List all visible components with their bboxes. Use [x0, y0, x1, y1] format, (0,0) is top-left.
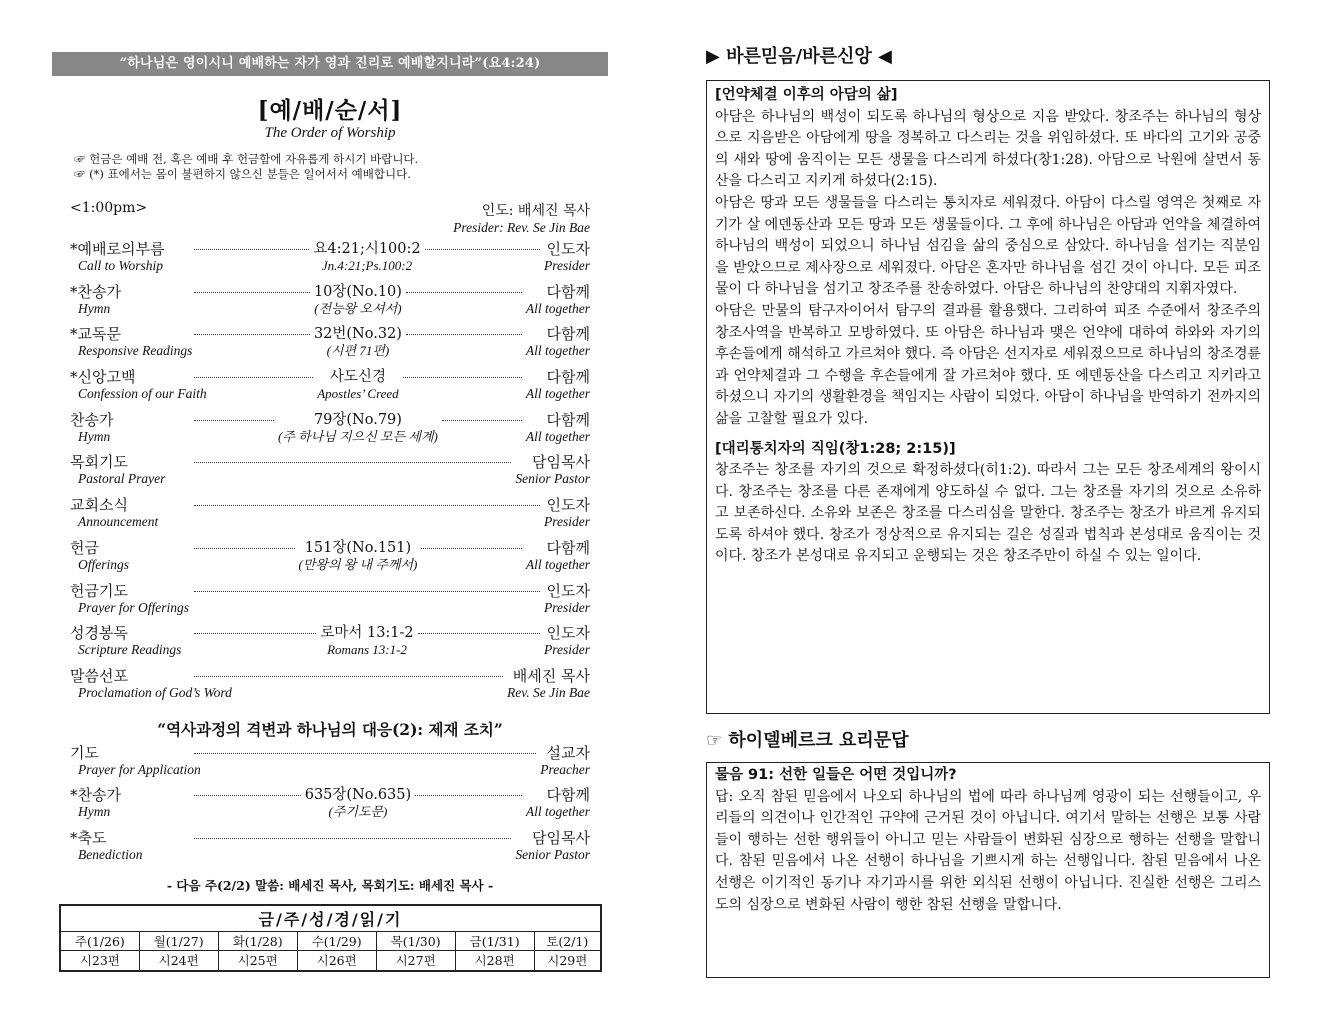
worship-item	[52, 667, 608, 710]
service-time-row	[52, 200, 608, 220]
bible-reading-cell: 시28편	[455, 951, 534, 970]
dotted-leader	[406, 283, 522, 293]
item-reference-korean: 로마서 13:1-2	[320, 625, 414, 642]
item-leader-korean: 인도자	[546, 581, 590, 600]
item-reference-sub: (주기도문)	[328, 804, 388, 820]
item-reference	[317, 368, 398, 401]
item-name-korean: *찬송가	[70, 786, 121, 805]
item-leader-korean: 인도자	[546, 240, 590, 258]
sermon-title: “역사과정의 격변과 하나님의 대응(2): 제재 조치”	[157, 719, 503, 739]
item-name	[70, 624, 190, 657]
item-name-english: Scripture Readings	[78, 642, 182, 658]
dotted-leader	[418, 624, 540, 634]
dotted-leader	[425, 240, 540, 250]
item-name-english: Responsive Readings	[78, 343, 193, 359]
item-reference	[314, 283, 402, 316]
item-leader-korean: 인도자	[546, 624, 590, 643]
post-sermon-items	[52, 744, 608, 872]
item-detail	[190, 240, 544, 273]
item-reference-korean: 사도신경	[329, 369, 386, 386]
worship-item	[52, 624, 608, 667]
worship-item	[52, 411, 608, 454]
item-leader-english: Senior Pastor	[515, 846, 590, 862]
bible-reading-cell: 시26편	[297, 951, 376, 970]
item-name	[70, 283, 190, 316]
worship-item	[52, 325, 608, 368]
item-detail	[190, 283, 526, 316]
item-name-english: Benediction	[78, 846, 143, 862]
item-name-korean: *교독문	[70, 325, 121, 344]
worship-item	[52, 496, 608, 539]
item-detail	[190, 582, 544, 592]
worship-item	[52, 453, 608, 496]
article-paragraph: 아담은 하나님의 백성이 되도록 하나님의 형상으로 지음 받았다. 창조주는 하나님의 형상으로 지음받은 아담에게 땅을 정복하고 다스리는 것을 위임하셨다. 또 바다의 고기와 공중의 새와 땅에 움직이는 모든 생물을 다스리게 하셨다(창1:28). 아담으로 낙원에 살면서 동산을 다스리고 지키게 하셨다(2:15).	[715, 108, 1261, 190]
item-reference-sub: Apostles’ Creed	[317, 386, 399, 402]
bible-day-cell: 월(1/27)	[139, 932, 218, 951]
dotted-leader	[194, 786, 301, 796]
item-leader-korean: 담임목사	[532, 828, 590, 847]
item-leader-korean: 담임목사	[532, 453, 590, 472]
next-week-notice: - 다음 주(2/2) 말씀: 배세진 목사, 목회기도: 배세진 목사 -	[166, 877, 494, 893]
item-leader	[526, 411, 590, 444]
readings-row	[61, 951, 600, 970]
presider-english: Presider: Rev. Se Jin Bae	[453, 220, 590, 235]
item-detail	[190, 829, 515, 839]
item-leader	[515, 453, 590, 486]
item-reference-sub: (만왕의 왕 내 주께서)	[298, 556, 418, 572]
bible-reading-cell: 시23편	[61, 951, 139, 970]
item-leader-korean: 배세진 목사	[512, 666, 590, 685]
item-leader-korean: 다함께	[546, 410, 590, 429]
dotted-leader	[194, 240, 309, 250]
bible-day-cell: 금(1/31)	[455, 932, 534, 951]
item-leader-korean: 인도자	[546, 496, 590, 515]
item-leader-english: Presider	[544, 514, 590, 530]
article-heading-adam-life: [언약체결 이후의 아담의 삶]	[715, 87, 898, 103]
item-name-korean: 헌금	[70, 538, 99, 557]
item-leader	[544, 582, 590, 615]
item-leader-english: Presider	[544, 599, 590, 615]
item-name-english: Hymn	[78, 428, 111, 444]
bible-reading-cell: 시25편	[218, 951, 297, 970]
item-leader	[526, 325, 590, 358]
worship-item	[52, 539, 608, 582]
worship-item	[52, 744, 608, 787]
right-faith-box	[706, 80, 1270, 714]
dotted-leader	[194, 453, 511, 463]
note-standing: ☞ (*) 표에서는 몸이 불편하지 않으신 분들은 일어서서 예배합니다.	[74, 167, 411, 181]
dotted-leader	[194, 283, 310, 293]
item-reference	[299, 539, 418, 572]
item-name-korean: 교회소식	[70, 496, 128, 515]
item-name	[70, 582, 190, 615]
article-heading-vice-regent: [대리통치자의 직임(창1:28; 2:15)]	[715, 440, 956, 457]
item-leader	[515, 829, 590, 862]
article-paragraph: 창조주는 창조를 자기의 것으로 확정하셨다(히1:2). 따라서 그는 모든 창조세계의 왕이시다. 창조주는 창조를 다른 존재에게 양도하실 수 없다. 그는 창조를 자기의 것으로 소유하고 보존하신다. 소유와 보존은 창조를 다스리심을 말한다. 창조주는 창조가 바르게 유지되도록 하셔야 했다. 창조가 정상적으로 유지되는 길은 성질과 법칙과 본성대로 움직이는 것이다. 창조가 본성대로 유지되고 운행되는 것은 창조주만이 하실 수 있는 일이다.	[715, 462, 1261, 565]
bible-reading-cell: 시29편	[534, 951, 600, 970]
bible-day-cell: 화(1/28)	[218, 932, 297, 951]
item-name-korean: *신앙고백	[70, 368, 136, 387]
worship-item	[52, 283, 608, 326]
item-leader-english: Rev. Se Jin Bae	[507, 684, 590, 700]
item-reference-korean: 32번(No.32)	[313, 326, 402, 343]
item-reference	[278, 411, 438, 444]
dotted-leader	[194, 368, 313, 378]
item-leader-english: Preacher	[540, 761, 590, 777]
item-name-english: Offerings	[78, 556, 130, 572]
dotted-leader	[194, 829, 511, 839]
item-leader-korean: 설교자	[546, 743, 590, 762]
bible-reading-title: 금/주/성/경/읽/기	[61, 906, 600, 932]
dotted-leader	[194, 667, 503, 677]
item-leader-english: All together	[525, 343, 590, 359]
item-leader	[544, 240, 590, 273]
days-row	[61, 932, 600, 951]
note-offering: ☞ 헌금은 예배 전, 혹은 예배 후 헌금함에 자유롭게 하시기 바랍니다.	[74, 152, 419, 166]
articles-panel	[706, 42, 1270, 978]
order-of-worship-panel	[52, 52, 608, 972]
item-leader	[544, 624, 590, 657]
item-reference-sub: Jn.4:21;Ps.100:2	[321, 258, 413, 273]
item-leader-english: All together	[525, 300, 590, 316]
item-name-korean: *예배로의부름	[70, 240, 165, 258]
bible-day-cell: 주(1/26)	[61, 932, 139, 951]
item-detail	[190, 411, 526, 444]
order-title-korean: [예/배/순/서]	[257, 97, 403, 124]
item-name-korean: 성경봉독	[70, 624, 128, 643]
item-leader-english: Senior Pastor	[515, 471, 590, 487]
bible-reading-cell: 시24편	[139, 951, 218, 970]
bible-day-cell: 토(2/1)	[534, 932, 600, 951]
worship-items	[52, 240, 608, 710]
item-name-english: Prayer for Application	[78, 761, 201, 777]
item-detail	[190, 368, 526, 401]
item-leader-english: All together	[525, 428, 590, 444]
item-leader-english: All together	[525, 556, 590, 572]
item-name	[70, 496, 190, 529]
item-name	[70, 411, 190, 444]
dotted-leader	[406, 325, 522, 335]
bible-day-cell: 수(1/29)	[297, 932, 376, 951]
item-name-english: Hymn	[78, 300, 111, 316]
item-reference	[305, 786, 411, 819]
item-leader	[526, 786, 590, 819]
order-title	[52, 98, 608, 142]
item-name-english: Confession of our Faith	[78, 386, 207, 402]
dotted-leader	[194, 411, 274, 421]
item-name-korean: 헌금기도	[70, 581, 128, 600]
presider-english-row	[52, 220, 608, 236]
weekly-bible-reading	[59, 904, 602, 972]
item-leader-korean: 다함께	[546, 368, 590, 387]
dotted-leader	[415, 786, 522, 796]
item-name-korean: *축도	[70, 828, 107, 847]
item-leader-english: All together	[525, 386, 590, 402]
item-reference-korean: 요4:21;시100:2	[313, 241, 421, 257]
worship-item	[52, 582, 608, 625]
item-name-english: Call to Worship	[78, 258, 164, 273]
item-name	[70, 786, 190, 819]
catechism-answer: 답: 오직 참된 믿음에서 나오되 하나님의 법에 따라 하나님께 영광이 되는 선행들이고, 우리들의 의견이나 인간적인 규약에 근거된 것이 아닙니다. 여기서 말하는 선행은 보통 사람들이 행하는 선한 행위들이 아니고 믿는 사람들이 변화된 심장으로 행하는 선행을 말합니다. 참된 믿음에서 나온 선행이 하나님을 기쁘시게 하는 선행입니다. 참된 믿음에서 나온 선행은 이기적인 동기나 자기과시를 위한 외식된 선행이 아닙니다. 진실한 선행은 그리스도의 심장으로 변화된 사람이 행한 참된 선행을 말합니다.	[715, 788, 1261, 913]
item-reference-korean: 635장(No.635)	[304, 787, 412, 804]
item-reference-korean: 79장(No.79)	[313, 411, 402, 428]
item-leader-english: Presider	[544, 258, 590, 273]
dotted-leader	[442, 411, 522, 421]
dotted-leader	[194, 582, 540, 592]
item-detail	[190, 667, 507, 677]
catechism-question: 물음 91: 선한 일들은 어떤 것입니까?	[715, 767, 957, 783]
item-name-korean: 목회기도	[70, 453, 128, 472]
item-leader-korean: 다함께	[546, 325, 590, 344]
bible-reading-cell: 시27편	[376, 951, 455, 970]
item-leader-english: Presider	[544, 642, 590, 658]
dotted-leader	[403, 368, 522, 378]
item-reference	[313, 240, 420, 273]
item-name-english: Proclamation of God’s Word	[78, 684, 232, 700]
item-name	[70, 666, 232, 700]
dotted-leader	[194, 744, 536, 754]
item-detail	[190, 539, 526, 572]
item-name-korean: 기도	[70, 743, 99, 762]
order-title-english: The Order of Worship	[264, 125, 396, 141]
item-reference-sub: (전능왕 오셔서)	[314, 300, 402, 316]
item-reference	[314, 325, 402, 358]
item-name	[70, 539, 190, 572]
item-name	[70, 368, 207, 402]
bible-reading-table	[61, 932, 600, 970]
scripture-banner: “하나님은 영이시니 예배하는 자가 영과 진리로 예배할지니라”(요4:24)	[52, 52, 608, 76]
item-reference-korean: 151장(No.151)	[304, 539, 412, 556]
item-detail	[190, 496, 544, 506]
item-reference-sub: Romans 13:1-2	[327, 642, 407, 658]
dotted-leader	[194, 624, 316, 634]
item-detail	[190, 624, 544, 657]
item-name	[70, 453, 190, 486]
item-leader	[526, 539, 590, 572]
item-detail	[190, 744, 540, 754]
article-paragraph: 아담은 땅과 모든 생물들을 다스리는 통치자로 세워졌다. 아담이 다스릴 영역은 첫째로 자기가 살 에덴동산과 모든 땅과 모든 생물들이다. 그 후에 하나님은 아담과 언약을 체결하여 하나님의 백성이 되었으니 하나님 섬김을 삶의 중심으로 삼았다. 하나님을 섬기는 직분임을 받았으므로 제사장으로 세워졌다. 아담은 혼자만 하나님을 섬긴 것이 아니다. 모든 피조물이 다 하나님을 섬기고 창조주를 찬송하였다. 아담은 하나님의 찬양대의 지휘자였다.	[715, 194, 1261, 298]
item-name-english: Pastoral Prayer	[78, 471, 166, 487]
item-leader-korean: 다함께	[546, 538, 590, 557]
dotted-leader	[194, 539, 295, 549]
worship-item	[52, 368, 608, 411]
item-name	[70, 829, 190, 862]
dotted-leader	[194, 325, 310, 335]
item-leader-korean: 다함께	[546, 786, 590, 805]
item-leader-english: All together	[525, 804, 590, 820]
bible-day-cell: 목(1/30)	[376, 932, 455, 951]
item-name-korean: *찬송가	[70, 282, 121, 301]
item-reference-sub: (시편 71편)	[326, 343, 390, 359]
item-leader	[526, 368, 590, 401]
item-leader	[544, 496, 590, 529]
right-faith-section-title: ▶ 바른믿음/바른신앙 ◀	[706, 46, 892, 67]
item-leader	[526, 283, 590, 316]
item-detail	[190, 786, 526, 819]
dotted-leader	[421, 539, 522, 549]
item-leader-korean: 다함께	[546, 282, 590, 301]
item-name-english: Announcement	[78, 514, 159, 530]
item-detail	[190, 453, 515, 463]
item-leader	[540, 744, 590, 777]
item-name-english: Hymn	[78, 804, 111, 820]
service-time: <1:00pm>	[70, 200, 148, 216]
item-leader	[507, 667, 590, 700]
item-name	[70, 325, 193, 359]
item-name-english: Prayer for Offerings	[78, 599, 189, 615]
item-reference-korean: 10장(No.10)	[313, 283, 402, 300]
item-name-korean: 말씀선포	[70, 666, 128, 685]
item-name	[70, 743, 201, 777]
item-reference	[320, 624, 413, 657]
item-name-korean: 찬송가	[70, 410, 114, 429]
worship-item	[52, 829, 608, 872]
worship-item	[52, 240, 608, 283]
item-name	[70, 240, 190, 273]
worship-item	[52, 786, 608, 829]
article-paragraph: 아담은 만물의 탐구자이어서 탐구의 결과를 활용했다. 그리하여 피조 수준에서 창조주의 창조사역을 반복하고 모방하였다. 또 아담은 하나님과 맺은 언약에 대하여 하와와 자기의 후손들에게 해석하고 가르쳐야 했다. 즉 아담은 선지자로 세워졌으므로 하나님의 창조경륜과 언약체결과 그 수행을 후손들에게 잘 가르쳐야 했다. 또 에덴동산을 다스리고 지키라고 하셨으니 자기의 생활환경을 책임지는 사람이 되었다. 아담이 하나님을 반역하기 전까지의 삶을 고찰할 필요가 있다.	[715, 302, 1261, 427]
presider-korean: 인도: 배세진 목사	[481, 203, 590, 219]
item-reference-sub: (주 하나님 지으신 모든 세계)	[278, 428, 438, 444]
catechism-box	[706, 762, 1270, 978]
catechism-section-title: ☞ 하이델베르크 요리문답	[706, 730, 909, 751]
item-detail	[190, 325, 526, 358]
worship-notes	[74, 152, 608, 182]
dotted-leader	[194, 496, 540, 506]
